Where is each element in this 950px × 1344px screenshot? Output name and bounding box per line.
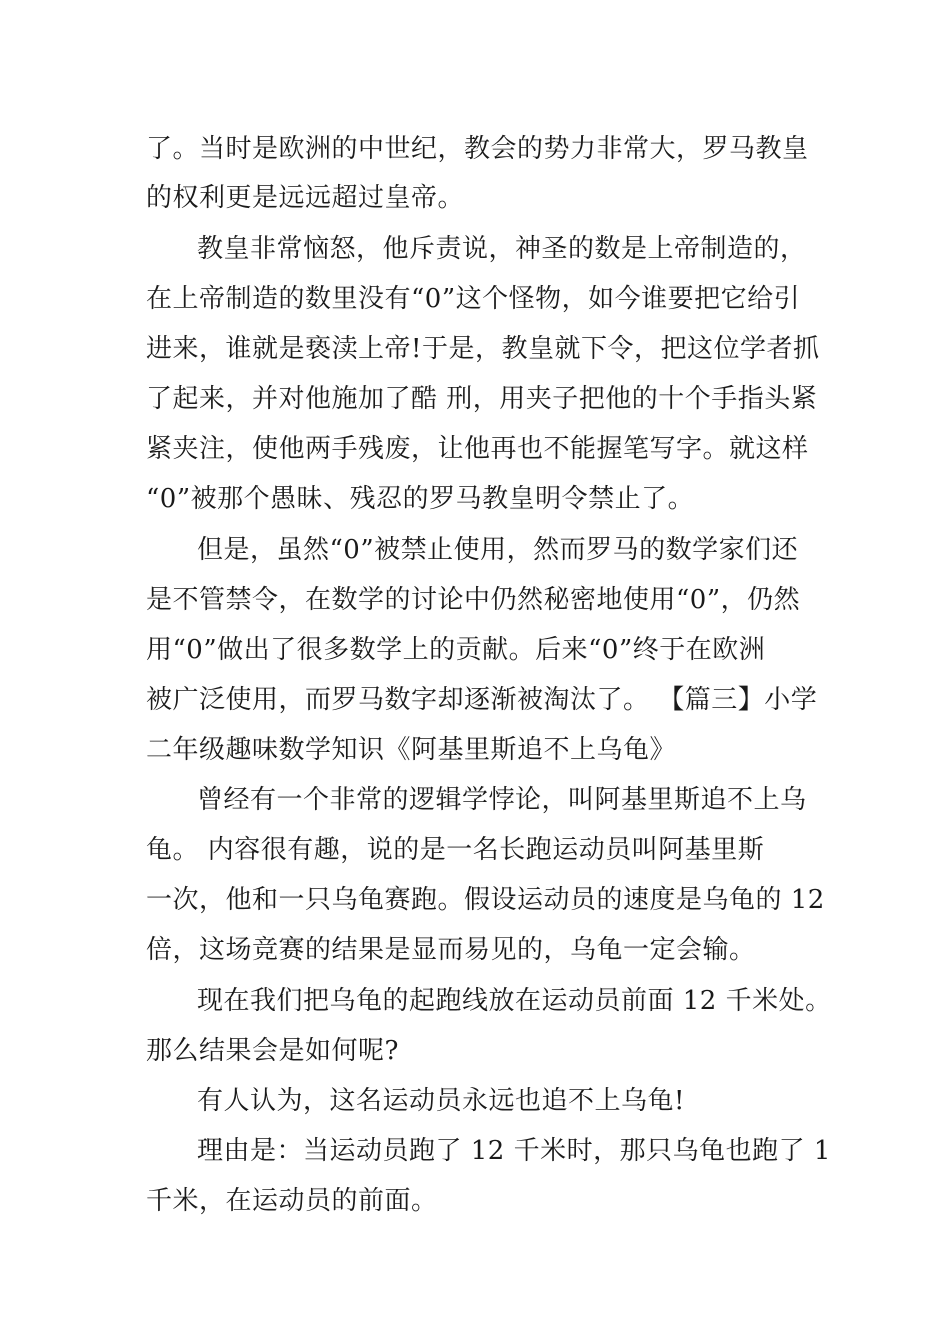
text-line: 二年级趣味数学知识《阿基里斯追不上乌龟》 [146,735,677,765]
text-line: 进来，谁就是亵渎上帝!于是，教皇就下令，把这位学者抓 [146,334,820,364]
text-line: 那么结果会是如何呢? [146,1036,399,1066]
text-line: 被广泛使用，而罗马数字却逐渐被淘汰了。 【篇三】小学 [146,685,818,715]
text-line: 的权利更是远远超过皇帝。 [146,183,465,213]
paragraph-first-line: 曾经有一个非常的逻辑学悖论，叫阿基里斯追不上乌 [197,785,807,815]
paragraph-first-line: 理由是：当运动员跑了 12 千米时，那只乌龟也跑了 1 [197,1136,831,1166]
text-line: 一次，他和一只乌龟赛跑。假设运动员的速度是乌龟的 12 [146,885,825,915]
text-line: 龟。 内容很有趣，说的是一名长跑运动员叫阿基里斯 [146,835,765,865]
paragraph-first-line: 但是，虽然“0”被禁止使用，然而罗马的数学家们还 [197,535,799,565]
text-line: 倍，这场竞赛的结果是显而易见的，乌龟一定会输。 [146,935,756,965]
paragraph-first-line: 教皇非常恼怒，他斥责说，神圣的数是上帝制造的， [197,234,807,264]
text-line: 用“0”做出了很多数学上的贡献。后来“0”终于在欧洲 [146,635,766,665]
text-line: 了起来，并对他施加了酷 刑，用夹子把他的十个手指头紧 [146,384,818,414]
text-line: 了。当时是欧洲的中世纪，教会的势力非常大，罗马教皇 [146,134,809,164]
paragraph-first-line: 现在我们把乌龟的起跑线放在运动员前面 12 千米处。 [197,986,832,1016]
paragraph-first-line: 有人认为，这名运动员永远也追不上乌龟! [197,1086,685,1116]
text-line: “0”被那个愚昧、残忍的罗马教皇明令禁止了。 [146,484,695,514]
text-line: 在上帝制造的数里没有“0”这个怪物，如今谁要把它给引 [146,284,801,314]
text-line: 紧夹注，使他两手残废，让他再也不能握笔写字。就这样 [146,434,809,464]
text-line: 是不管禁令，在数学的讨论中仍然秘密地使用“0”，仍然 [146,585,801,615]
text-line: 千米，在运动员的前面。 [146,1186,438,1216]
